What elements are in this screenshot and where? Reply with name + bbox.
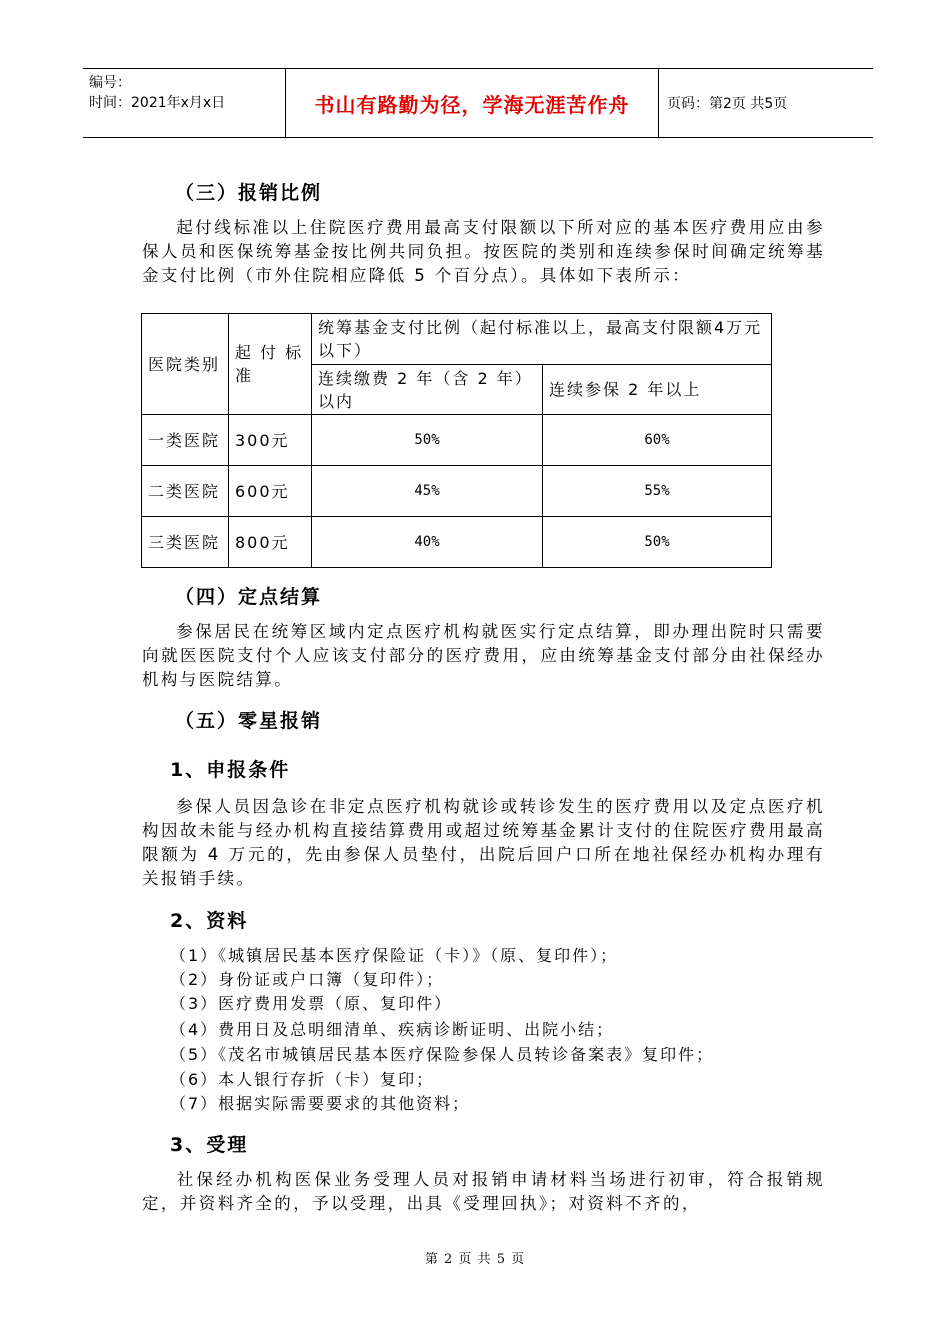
cell-ratio2: 55% xyxy=(543,466,772,517)
cell-start: 600元 xyxy=(229,466,312,517)
list-item: （1）《城镇居民基本医疗保险证（卡）》（原、复印件）； xyxy=(170,946,619,965)
cell-type: 三类医院 xyxy=(142,517,229,568)
reimbursement-table xyxy=(141,313,772,568)
cell-start: 300元 xyxy=(229,415,312,466)
header-page-code: 页码：第2页 共5页 xyxy=(667,96,788,112)
page-header xyxy=(83,68,873,138)
cell-ratio1: 45% xyxy=(312,466,543,517)
list-item: （6）本人银行存折（卡）复印； xyxy=(170,1070,435,1089)
cell-ratio1: 40% xyxy=(312,517,543,568)
cell-ratio1: 50% xyxy=(312,415,543,466)
table-row xyxy=(142,466,772,517)
table-row xyxy=(142,415,772,466)
list-item: （2）身份证或户口簿（复印件）； xyxy=(170,970,445,989)
page-footer: 第 2 页 共 5 页 xyxy=(424,1252,526,1267)
list-item: （3）医疗费用发票（原、复印件） xyxy=(170,994,453,1013)
th-hospital-type: 医院类别 xyxy=(142,314,229,415)
sub1-title: 1、申报条件 xyxy=(170,759,291,781)
list-item: （4）费用日及总明细清单、疾病诊断证明、出院小结； xyxy=(170,1020,615,1039)
header-left xyxy=(83,69,283,137)
th-ratio: 统筹基金支付比例（起付标准以上，最高支付限额4万元以下） xyxy=(312,314,772,365)
section5-title: （五）零星报销 xyxy=(175,710,323,732)
list-item: （5）《茂名市城镇居民基本医疗保险参保人员转诊备案表》复印件； xyxy=(170,1045,715,1064)
section4-title: （四）定点结算 xyxy=(175,586,323,608)
th-sub-within-2y: 连续缴费 2 年（含 2 年）以内 xyxy=(312,365,543,415)
cell-ratio2: 60% xyxy=(543,415,772,466)
cell-start: 800元 xyxy=(229,517,312,568)
section3-paragraph xyxy=(142,216,825,288)
sub1-text: 参保人员因急诊在非定点医疗机构就诊或转诊发生的医疗费用以及定点医疗机构因故未能与经办机构直接结算费用或超过统筹基金累计支付的住院医疗费用最高限额为 4 万元的，先由参保人员垫付，出院后回户口所在地社保经办机构办理有关报销手续。 xyxy=(142,797,825,888)
table-row xyxy=(142,517,772,568)
cell-ratio2: 50% xyxy=(543,517,772,568)
sub3-title: 3、受理 xyxy=(170,1134,249,1156)
sub1-paragraph xyxy=(142,795,825,891)
header-motto: 书山有路勤为径，学海无涯苦作舟 xyxy=(285,69,659,137)
section4-paragraph xyxy=(142,620,825,692)
th-start-standard: 起 付 标 准 xyxy=(229,314,312,415)
sub3-text: 社保经办机构医保业务受理人员对报销申请材料当场进行初审，符合报销规定，并资料齐全的，予以受理，出具《受理回执》；对资料不齐的， xyxy=(142,1170,825,1213)
section3-text: 起付线标准以上住院医疗费用最高支付限额以下所对应的基本医疗费用应由参保人员和医保统筹基金按比例共同负担。按医院的类别和连续参保时间确定统筹基金支付比例（市外住院相应降低 5 个百分点）。具体如下表所示： xyxy=(142,218,825,285)
list-item: （7）根据实际需要要求的其他资料； xyxy=(170,1094,471,1113)
cell-type: 一类医院 xyxy=(142,415,229,466)
section4-text: 参保居民在统筹区域内定点医疗机构就医实行定点结算，即办理出院时只需要向就医医院支付个人应该支付部分的医疗费用，应由统筹基金支付部分由社保经办机构与医院结算。 xyxy=(142,622,825,689)
time-label: 时间：2021年x月x日 xyxy=(89,95,226,111)
section3-title: （三）报销比例 xyxy=(175,182,323,204)
th-sub-over-2y: 连续参保 2 年以上 xyxy=(543,365,772,415)
cell-type: 二类医院 xyxy=(142,466,229,517)
sub3-paragraph xyxy=(142,1168,825,1216)
number-label: 编号： xyxy=(89,75,131,91)
sub2-title: 2、资料 xyxy=(170,910,249,932)
